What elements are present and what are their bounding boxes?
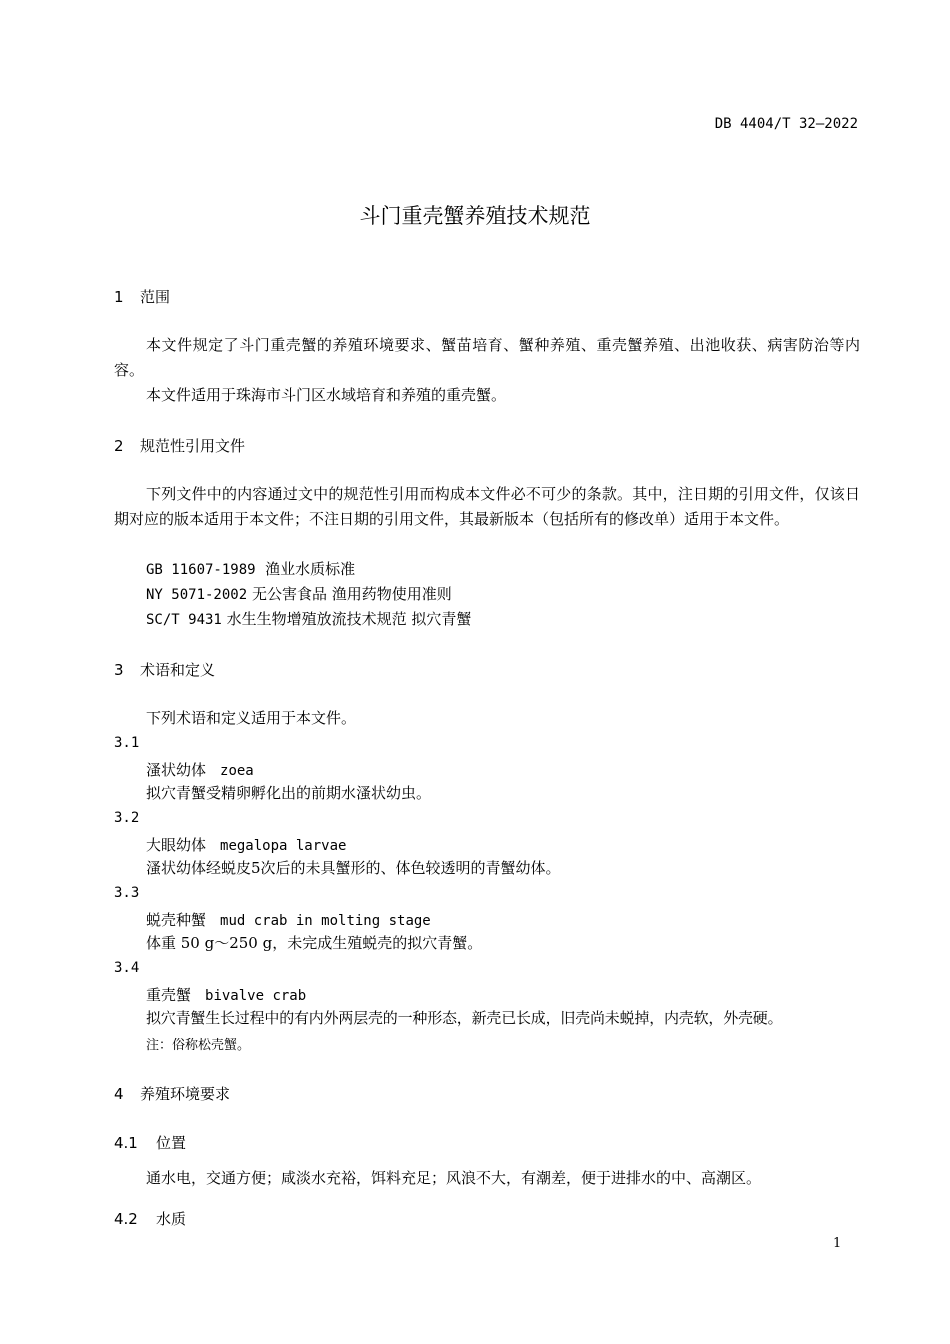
section-4-heading — [114, 1083, 230, 1104]
subsection-4-1-heading — [114, 1132, 186, 1153]
subsection-4-2-heading — [114, 1208, 186, 1229]
page-number: 1 — [833, 1236, 842, 1251]
section-number: 1 — [114, 288, 124, 306]
term-heading — [146, 984, 306, 1005]
reference-name: 水生生物增殖放流技术规范 拟穴青蟹 — [226, 610, 472, 628]
reference-item — [146, 607, 471, 633]
term-zh: 重壳蟹 — [146, 986, 192, 1004]
section-number: 2 — [114, 437, 124, 455]
section-number: 3 — [114, 661, 124, 679]
term-zh: 大眼幼体 — [146, 836, 207, 854]
section-title: 范围 — [140, 288, 171, 306]
term-en: mud crab in molting stage — [220, 913, 431, 929]
reference-item — [146, 557, 355, 583]
location-paragraph: 通水电，交通方便；咸淡水充裕，饵料充足；风浪不大，有潮差，便于进排水的中、高潮区。 — [146, 1169, 762, 1187]
references-intro-paragraph: 下列文件中的内容通过文中的规范性引用而构成本文件必不可少的条款。其中，注日期的引用文件，仅该日期对应的版本适用于本文件；不注日期的引用文件，其最新版本（包括所有的修改单）适用于本文件。 — [114, 485, 860, 528]
term-en: zoea — [220, 763, 254, 779]
reference-name: 无公害食品 渔用药物使用准则 — [251, 585, 452, 603]
scope-paragraph-1: 本文件规定了斗门重壳蟹的养殖环境要求、蟹苗培育、蟹种养殖、重壳蟹养殖、出池收获、病害防治等内容。 — [114, 336, 860, 379]
subsection-number: 4.1 — [114, 1134, 138, 1152]
term-number: 3.3 — [114, 885, 140, 901]
term-number: 3.4 — [114, 960, 140, 976]
subsection-title: 水质 — [156, 1210, 187, 1228]
term-number: 3.1 — [114, 735, 140, 751]
note-text: 俗称松壳蟹。 — [172, 1038, 251, 1053]
document-code: DB 4404/T 32—2022 — [714, 116, 858, 132]
subsection-number: 4.2 — [114, 1210, 138, 1228]
term-heading — [146, 759, 254, 780]
term-en: bivalve crab — [205, 988, 307, 1004]
document-title: 斗门重壳蟹养殖技术规范 — [359, 204, 591, 228]
section-1-heading — [114, 286, 170, 307]
term-heading — [146, 909, 431, 930]
scope-paragraph-2: 本文件适用于珠海市斗门区水域培育和养殖的重壳蟹。 — [146, 386, 507, 404]
note-label: 注： — [146, 1038, 173, 1053]
section-title: 术语和定义 — [140, 661, 216, 679]
section-3-heading — [114, 659, 215, 680]
term-definition: 体重 50 g～250 g，未完成生殖蜕壳的拟穴青蟹。 — [146, 934, 483, 952]
reference-name: 渔业水质标准 — [265, 560, 356, 578]
section-title: 规范性引用文件 — [140, 437, 246, 455]
term-definition: 溞状幼体经蜕皮5次后的未具蟹形的、体色较透明的青蟹幼体。 — [146, 859, 561, 877]
term-definition: 拟穴青蟹生长过程中的有内外两层壳的一种形态，新壳已长成，旧壳尚未蜕掉，内壳软，外壳硬。 — [146, 1009, 783, 1027]
term-note — [146, 1034, 250, 1053]
section-number: 4 — [114, 1085, 124, 1103]
section-2-heading — [114, 435, 245, 456]
reference-code: NY 5071-2002 — [146, 587, 248, 603]
reference-item — [146, 582, 452, 608]
term-definition: 拟穴青蟹受精卵孵化出的前期水溞状幼虫。 — [146, 784, 432, 802]
section-title: 养殖环境要求 — [140, 1085, 231, 1103]
subsection-title: 位置 — [156, 1134, 187, 1152]
term-number: 3.2 — [114, 810, 140, 826]
terms-intro: 下列术语和定义适用于本文件。 — [146, 709, 357, 727]
reference-code: GB 11607-1989 — [146, 562, 256, 578]
term-heading — [146, 834, 346, 855]
term-zh: 蜕壳种蟹 — [146, 911, 207, 929]
term-en: megalopa larvae — [220, 838, 347, 854]
term-zh: 溞状幼体 — [146, 761, 207, 779]
reference-code: SC/T 9431 — [146, 612, 222, 628]
